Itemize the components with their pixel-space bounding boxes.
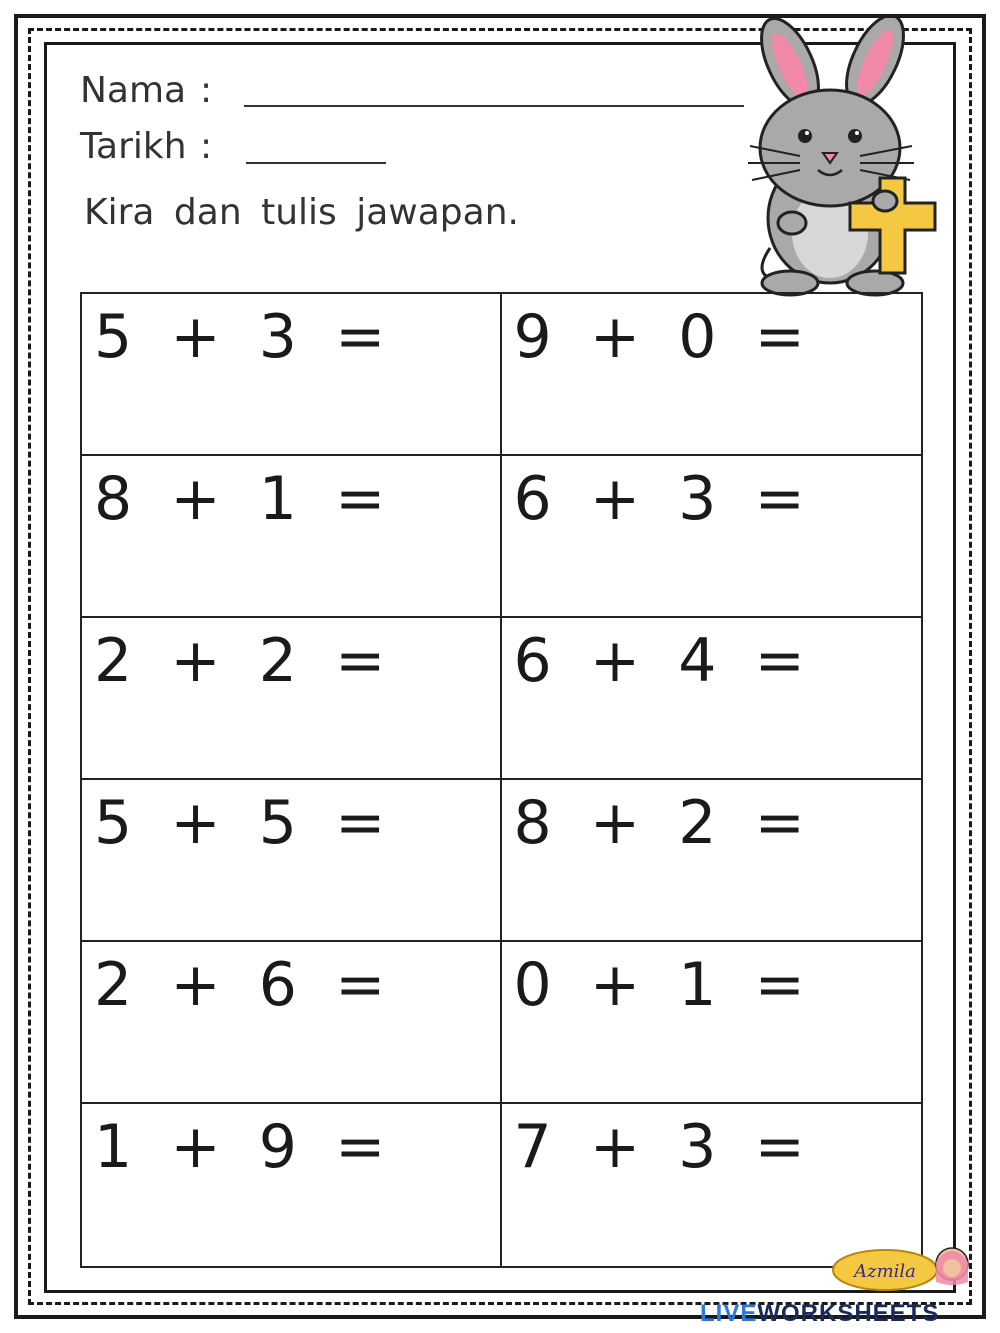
date-input-line[interactable] <box>246 162 386 164</box>
equation: 0 + 1 = <box>513 950 805 1020</box>
equation: 9 + 0 = <box>513 302 805 372</box>
equation: 1 + 9 = <box>94 1112 386 1182</box>
problem-cell[interactable] <box>82 1104 502 1266</box>
equation: 5 + 5 = <box>94 788 386 858</box>
problem-cell[interactable] <box>502 456 922 618</box>
name-input-line[interactable] <box>244 105 744 107</box>
problem-cell[interactable] <box>502 942 922 1104</box>
equation: 2 + 6 = <box>94 950 386 1020</box>
svg-text:Azmila: Azmila <box>854 1261 916 1282</box>
bunny-with-plus-icon <box>730 18 960 303</box>
equation: 8 + 2 = <box>513 788 805 858</box>
equation: 6 + 4 = <box>513 626 805 696</box>
problem-cell[interactable] <box>502 780 922 942</box>
liveworksheets-watermark: LIVEWORKSHEETS <box>700 1300 940 1327</box>
problem-cell[interactable] <box>82 456 502 618</box>
author-logo-icon <box>830 1238 980 1298</box>
problem-cell[interactable] <box>82 942 502 1104</box>
equation: 8 + 1 = <box>94 464 386 534</box>
date-label: Tarikh <box>80 126 187 167</box>
problem-cell[interactable] <box>82 294 502 456</box>
problem-cell[interactable] <box>82 780 502 942</box>
instruction-text: Kira dan tulis jawapan. <box>84 192 519 233</box>
problem-cell[interactable] <box>502 618 922 780</box>
equation: 6 + 3 = <box>513 464 805 534</box>
problem-cell[interactable] <box>82 618 502 780</box>
equation: 7 + 3 = <box>513 1112 805 1182</box>
problem-grid <box>80 292 923 1268</box>
equation: 2 + 2 = <box>94 626 386 696</box>
date-colon: : <box>200 126 213 167</box>
date-field-row <box>80 126 240 167</box>
name-field-row <box>80 70 240 111</box>
problem-cell[interactable] <box>502 294 922 456</box>
equation: 5 + 3 = <box>94 302 386 372</box>
name-label: Nama <box>80 70 187 111</box>
name-colon: : <box>200 70 213 111</box>
